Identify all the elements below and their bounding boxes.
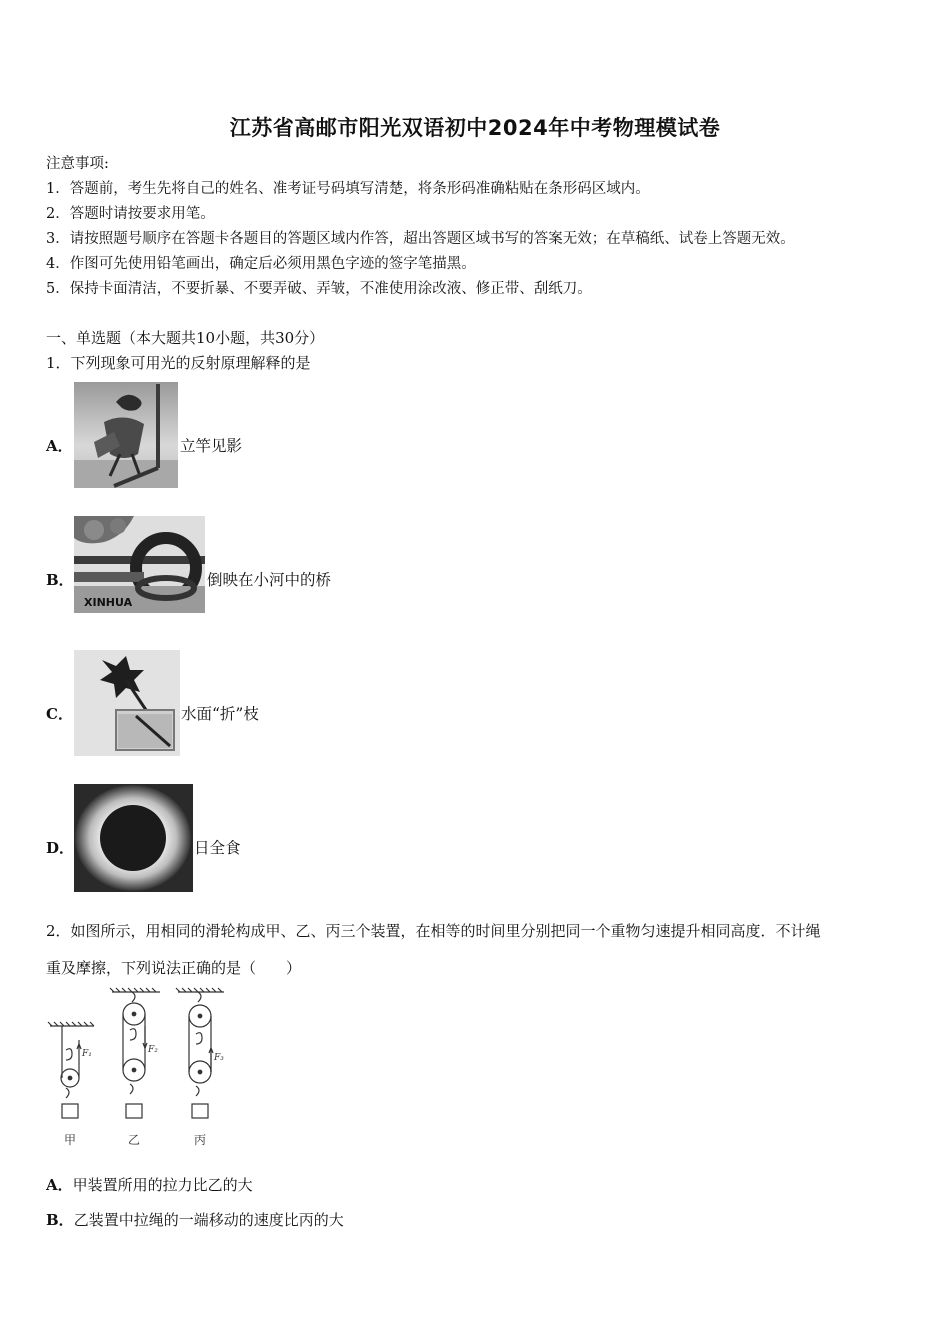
pulley-diagram — [44, 986, 244, 1152]
question-2-stem-line2: 重及摩擦，下列说法正确的是（ ） — [46, 959, 302, 977]
q1-option-a-text: 立竿见影 — [180, 437, 243, 455]
notice-item: 5．保持卡面清洁，不要折暴、不要弄破、弄皱，不准使用涂改液、修正带、刮纸刀。 — [46, 281, 592, 297]
page-title: 江苏省高邮市阳光双语初中2024年中考物理模试卷 — [229, 116, 721, 140]
bent-stem-in-water-illustration — [74, 650, 180, 756]
question-1-stem: 1．下列现象可用光的反射原理解释的是 — [46, 354, 311, 372]
q1-option-c-label: C． — [46, 705, 73, 723]
q2-option-a — [46, 1174, 253, 1195]
image-caption: XINHUA — [84, 596, 133, 609]
q1-option-a-image — [74, 382, 178, 488]
q1-option-a-label: A． — [46, 437, 73, 455]
q1-option-d-text: 日全食 — [194, 839, 241, 857]
force-label-f1: F₁ — [82, 1049, 92, 1059]
notice-item: 1．答题前，考生先将自己的姓名、准考证号码填写清楚，将条形码准确粘贴在条形码区域内。 — [46, 181, 650, 197]
force-label-f2: F₂ — [148, 1045, 158, 1055]
device-label-jia: 甲 — [64, 1133, 77, 1147]
bridge-reflection-illustration — [74, 516, 205, 613]
device-label-yi: 乙 — [128, 1133, 141, 1147]
notice-item: 2．答题时请按要求用笔。 — [46, 206, 215, 222]
q2-option-a-label: A． — [46, 1176, 73, 1194]
pulley-figure — [44, 986, 244, 1152]
force-label-f3: F₃ — [214, 1053, 224, 1063]
q2-option-b-label: B． — [46, 1211, 74, 1229]
q1-option-c-image — [74, 650, 180, 756]
q1-option-c-text: 水面“折”枝 — [181, 705, 259, 723]
question-2-stem-line1: 2．如图所示，用相同的滑轮构成甲、乙、丙三个装置，在相等的时间里分别把同一个重物匀速提升相同高度．不计绳 — [46, 922, 821, 940]
notice-heading: 注意事项: — [46, 156, 109, 172]
q2-option-b-text: 乙装置中拉绳的一端移动的速度比丙的大 — [73, 1211, 344, 1229]
q1-option-b-text: 倒映在小河中的桥 — [207, 571, 332, 589]
notice-item: 3．请按照题号顺序在答题卡各题目的答题区域内作答，超出答题区域书写的答案无效；在草稿纸、试卷上答题无效。 — [46, 231, 795, 247]
device-label-bing: 丙 — [194, 1133, 207, 1147]
q2-option-a-text: 甲装置所用的拉力比乙的大 — [72, 1176, 253, 1194]
q1-option-d-label: D． — [46, 839, 75, 857]
solar-eclipse-illustration — [74, 784, 193, 892]
pole-shadow-illustration — [74, 382, 178, 488]
q1-option-b-image — [74, 516, 205, 613]
q2-option-b — [46, 1209, 344, 1230]
section-heading: 一、单选题（本大题共10小题，共30分） — [46, 329, 325, 347]
q1-option-d-image — [74, 784, 193, 892]
notice-item: 4．作图可先使用铅笔画出，确定后必须用黑色字迹的签字笔描黑。 — [46, 256, 476, 272]
q1-option-b-label: B． — [46, 571, 74, 589]
